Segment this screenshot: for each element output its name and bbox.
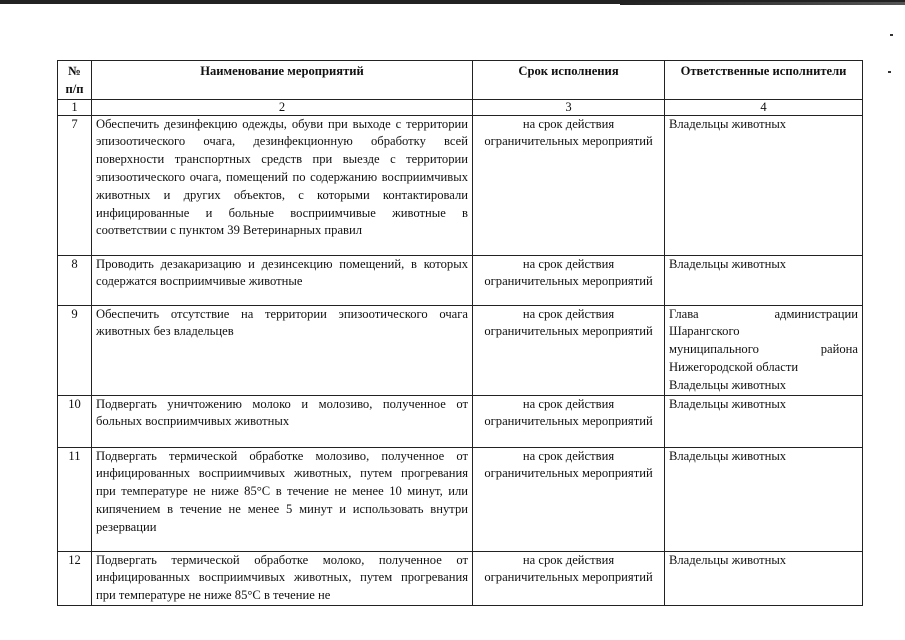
index-cell: 2 <box>92 99 473 115</box>
measure-term: на срок действия ограничительных мероприятий <box>473 447 665 551</box>
row-number: 12 <box>58 551 92 605</box>
measure-term: на срок действия ограничительных мероприятий <box>473 305 665 395</box>
measure-responsible <box>665 305 863 395</box>
measure-name: Подвергать термической обработке молоко, полученное от инфицированных восприимчивых животных, путем прогревания при температуре не ниже 85°С в течение не <box>92 551 473 605</box>
measure-name: Обеспечить отсутствие на территории эпизоотического очага животных без владельцев <box>92 305 473 395</box>
header-name: Наименование мероприятий <box>92 61 473 100</box>
responsible-line: Владельцы животных <box>669 256 787 271</box>
responsible-line: Нижегородской области <box>669 359 799 374</box>
responsible-line: Глава администрации <box>669 306 858 321</box>
responsible-line: Владельцы животных <box>669 396 787 411</box>
top-rule-fade <box>620 2 905 5</box>
table-row <box>58 395 863 447</box>
header-resp: Ответственные исполнители <box>665 61 863 100</box>
row-number: 8 <box>58 255 92 305</box>
scan-speck <box>888 71 891 73</box>
measure-term: на срок действия ограничительных мероприятий <box>473 551 665 605</box>
measure-responsible <box>665 115 863 255</box>
index-cell: 3 <box>473 99 665 115</box>
measure-responsible <box>665 551 863 605</box>
measure-responsible <box>665 395 863 447</box>
measure-term: на срок действия ограничительных мероприятий <box>473 115 665 255</box>
header-term: Срок исполнения <box>473 61 665 100</box>
responsible-line: Владельцы животных <box>669 448 787 463</box>
measure-name: Подвергать уничтожению молоко и молозиво, полученное от больных восприимчивых животных <box>92 395 473 447</box>
measure-term: на срок действия ограничительных мероприятий <box>473 395 665 447</box>
measure-term: на срок действия ограничительных мероприятий <box>473 255 665 305</box>
responsible-line: Владельцы животных <box>669 116 787 131</box>
responsible-line: Владельцы животных <box>669 377 787 392</box>
table-row <box>58 551 863 605</box>
row-number: 11 <box>58 447 92 551</box>
column-index-row <box>58 99 863 115</box>
index-cell: 1 <box>58 99 92 115</box>
scan-speck <box>890 34 893 36</box>
header-num: № п/п <box>58 61 92 100</box>
table-row <box>58 255 863 305</box>
measure-name: Обеспечить дезинфекцию одежды, обуви при выходе с территории эпизоотического очага, дезинфекционную обработку всей поверхности транспортных средств при выезде с территории эпизоотического очага, помещений по содержанию восприимчивых животных и других объектов, с которыми контактировали инфицированные и больные восприимчивые животные в соответствии с пунктом 39 Ветеринарных правил <box>92 115 473 255</box>
index-cell: 4 <box>665 99 863 115</box>
measure-responsible <box>665 447 863 551</box>
measure-responsible <box>665 255 863 305</box>
row-number: 7 <box>58 115 92 255</box>
table-header-row <box>58 61 863 100</box>
measures-table <box>57 60 863 606</box>
responsible-line: муниципального района <box>669 342 858 357</box>
measure-name: Подвергать термической обработке молозиво, полученное от инфицированных восприимчивых животных, путем прогревания при температуре не ниже 85°С в течение не менее 10 минут, или кипячением в течение не менее 5 минут и использовать внутри резервации <box>92 447 473 551</box>
table-row <box>58 447 863 551</box>
responsible-line: Шарангского <box>669 324 740 339</box>
row-number: 9 <box>58 305 92 395</box>
responsible-line: Владельцы животных <box>669 552 787 567</box>
row-number: 10 <box>58 395 92 447</box>
table-row <box>58 305 863 395</box>
measure-name: Проводить дезакаризацию и дезинсекцию помещений, в которых содержатся восприимчивые животные <box>92 255 473 305</box>
table-row <box>58 115 863 255</box>
